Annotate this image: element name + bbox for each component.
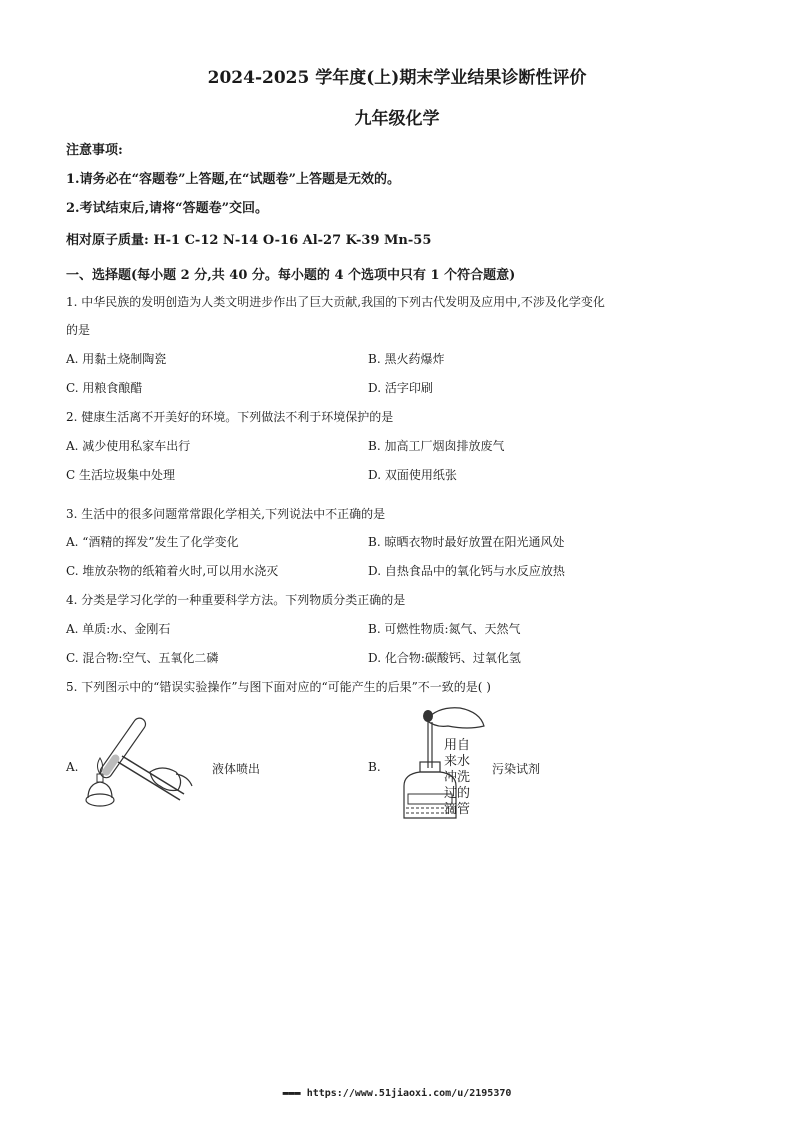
question-1-stem: 1. 中华民族的发明创造为人类文明进步作出了巨大贡献,我国的下列古代发明及应用中,不涉及化学变化	[66, 295, 605, 309]
notes-heading: 注意事项:	[66, 143, 123, 158]
dropper-annotation-line-1: 用自	[444, 738, 471, 753]
dropper-annotation-line-2: 来水	[444, 754, 471, 769]
question-3-option-d: D. 自热食品中的氧化钙与水反应放热	[368, 564, 565, 578]
notes-item-2: 2.考试结束后,请将“答题卷”交回。	[66, 201, 269, 216]
question-4-option-a: A. 单质:水、金刚石	[66, 622, 171, 636]
dropper-bottle-figure	[398, 702, 488, 822]
exam-title: 2024-2025 学年度(上)期末学业结果诊断性评价	[207, 68, 587, 88]
question-3-option-a: A. “酒精的挥发”发生了化学变化	[66, 535, 239, 549]
question-2-option-a: A. 减少使用私家车出行	[66, 439, 191, 453]
atomic-mass-line: 相对原子质量: H-1 C-12 N-14 O-16 Al-27 K-39 Mn-55	[66, 233, 432, 248]
question-3-stem: 3. 生活中的很多问题常常跟化学相关,下列说法中不正确的是	[66, 507, 386, 521]
question-5-option-a-result: 液体喷出	[212, 762, 261, 776]
dropper-annotation	[444, 738, 470, 818]
question-2-option-d: D. 双面使用纸张	[368, 468, 457, 482]
footer-watermark	[0, 1088, 794, 1099]
question-4-option-b: B. 可燃性物质:氮气、天然气	[368, 622, 521, 636]
question-3-option-b: B. 晾晒衣物时最好放置在阳光通风处	[368, 535, 565, 549]
question-5-option-b-label: B.	[368, 760, 381, 774]
question-4-option-d: D. 化合物:碳酸钙、过氧化氢	[368, 651, 521, 665]
exam-subtitle: 九年级化学	[354, 109, 440, 129]
question-5-option-b-result: 污染试剂	[492, 762, 541, 776]
question-5-option-a-label: A.	[66, 760, 79, 774]
question-1-option-c: C. 用粮食酿醋	[66, 381, 143, 395]
question-4-option-c: C. 混合物:空气、五氧化二磷	[66, 651, 219, 665]
dropper-annotation-line-5: 滴管	[444, 802, 471, 817]
question-3-option-c: C. 堆放杂物的纸箱着火时,可以用水浇灭	[66, 564, 279, 578]
footer-url: https://www.51jiaoxi.com/u/2195370	[306, 1088, 512, 1099]
question-1-option-b: B. 黑火药爆炸	[368, 352, 445, 366]
footer-mark-icon: ▬▬▬	[282, 1088, 307, 1099]
question-4-stem: 4. 分类是学习化学的一种重要科学方法。下列物质分类正确的是	[66, 593, 406, 607]
question-2-stem: 2. 健康生活离不开美好的环境。下列做法不利于环境保护的是	[66, 410, 394, 424]
question-2-option-b: B. 加高工厂烟囱排放废气	[368, 439, 505, 453]
question-5-stem: 5. 下列图示中的“错误实验操作”与图下面对应的“可能产生的后果”不一致的是( )	[66, 680, 491, 694]
dropper-annotation-line-3: 冲洗	[444, 770, 471, 785]
test-tube-heating-figure	[80, 712, 200, 812]
dropper-annotation-line-4: 过的	[444, 786, 471, 801]
section-heading: 一、选择题(每小题 2 分,共 40 分。每小题的 4 个选项中只有 1 个符合题意)	[66, 268, 516, 283]
notes-item-1: 1.请务必在“容题卷”上答题,在“试题卷”上答题是无效的。	[66, 172, 401, 187]
question-1-option-d: D. 活字印刷	[368, 381, 433, 395]
question-1-stem-cont: 的是	[66, 323, 91, 337]
question-2-option-c: C 生活垃圾集中处理	[66, 468, 175, 482]
question-1-option-a: A. 用黏土烧制陶瓷	[66, 352, 167, 366]
